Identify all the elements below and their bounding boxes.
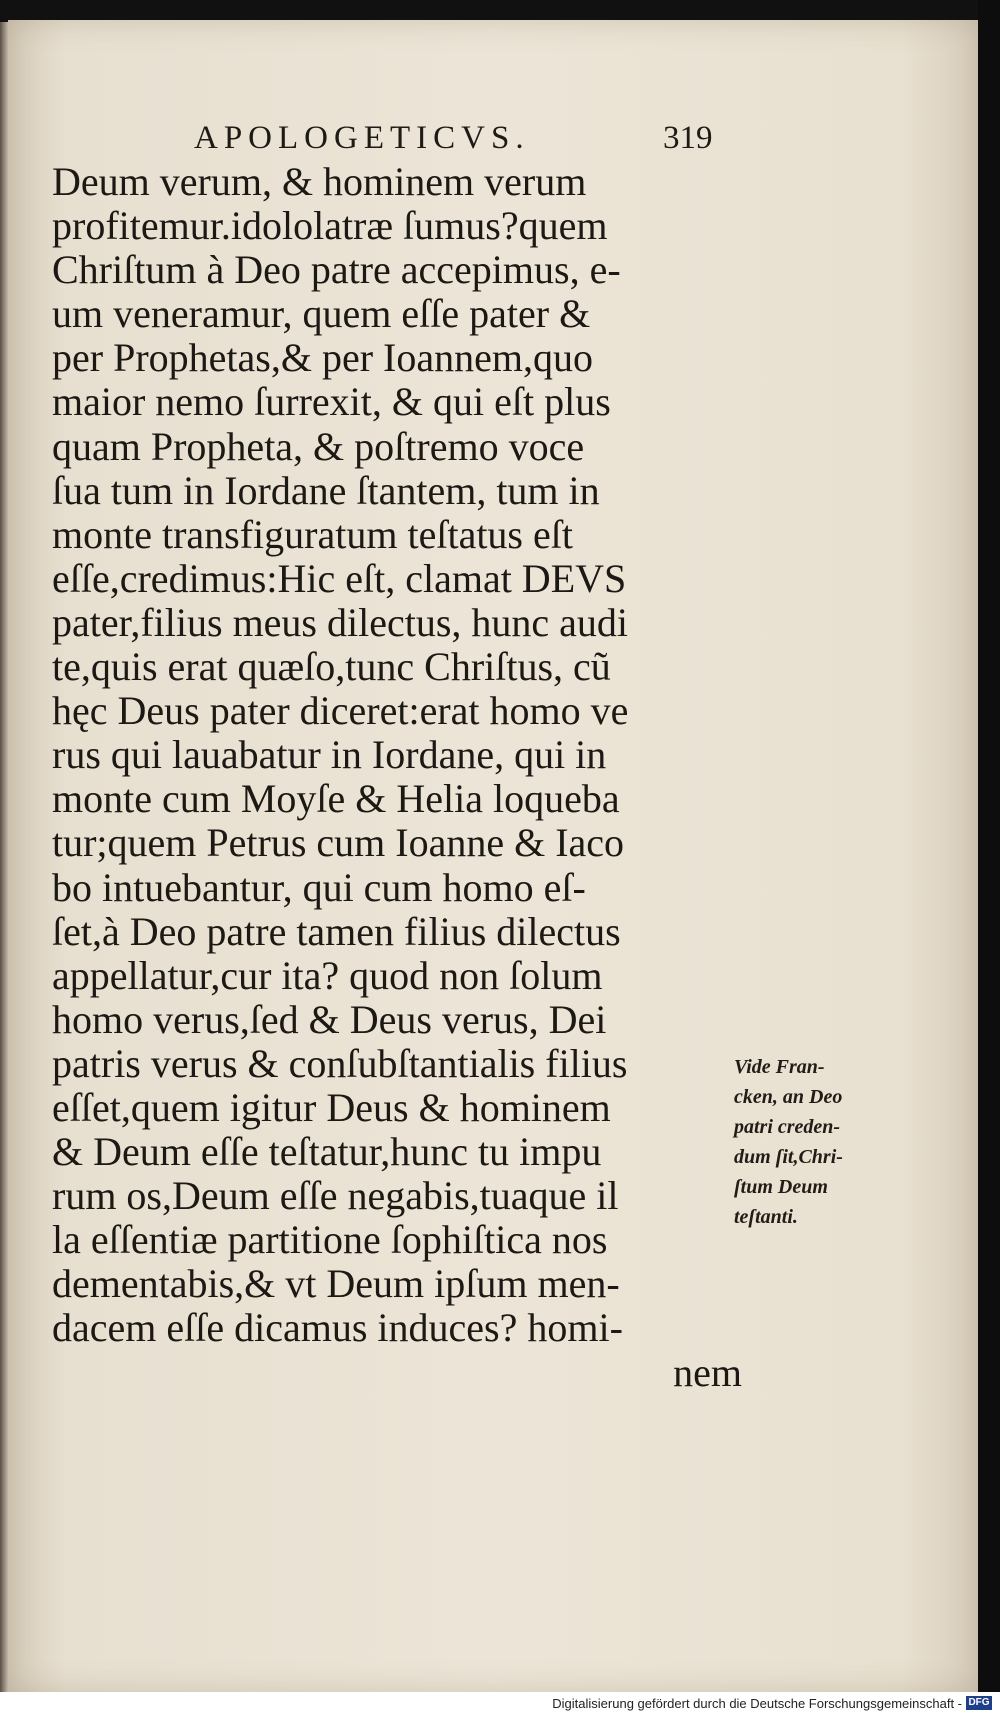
marginal-note-line: cken, an Deo bbox=[734, 1086, 843, 1108]
text-line: um veneramur, quem eſſe pater & bbox=[52, 291, 591, 337]
text-line: rus qui lauabatur in Iordane, qui in bbox=[52, 732, 607, 778]
footer-bar bbox=[0, 1692, 1000, 1715]
text-line: homo verus,ſed & Deus verus, Dei bbox=[52, 996, 607, 1042]
marginal-note-line: ſtum Deum bbox=[734, 1176, 828, 1198]
body-text bbox=[52, 160, 742, 1395]
text-line: monte cum Moyſe & Helia loqueba bbox=[52, 776, 620, 822]
page-number: 319 bbox=[663, 120, 713, 156]
text-line: maior nemo ſurrexit, & qui eſt plus bbox=[52, 379, 611, 425]
funding-credit: Digitalisierung gefördert durch die Deutsche Forschungsgemeinschaft - bbox=[552, 1696, 962, 1711]
text-line: te,quis erat quæſo,tunc Chriſtus, cũ bbox=[52, 644, 611, 690]
text-line: eſſe,credimus:Hic eſt, clamat DEVS bbox=[52, 555, 627, 601]
marginal-note-line: patri creden- bbox=[734, 1116, 841, 1138]
text-line: Chriſtum à Deo patre accepimus, e- bbox=[52, 247, 621, 293]
catchword: nem bbox=[673, 1349, 742, 1395]
book-page bbox=[8, 20, 978, 1692]
running-title: APOLOGETICVS. bbox=[194, 120, 530, 156]
text-line: tur;quem Petrus cum Ioanne & Iaco bbox=[52, 820, 625, 866]
text-line: patris verus & conſubſtantialis filius bbox=[52, 1040, 628, 1086]
page-header bbox=[8, 120, 978, 160]
text-line: Deum verum, & hominem verum bbox=[52, 159, 587, 204]
text-line: per Prophetas,& per Ioannem,quo bbox=[52, 335, 593, 381]
marginal-note-line: teſtanti. bbox=[734, 1206, 798, 1228]
scanner-right-border bbox=[978, 0, 1000, 1692]
text-line: appellatur,cur ita? quod non ſolum bbox=[52, 952, 603, 998]
text-line: & Deum eſſe teſtatur,hunc tu impu bbox=[52, 1129, 602, 1175]
text-line: monte transfiguratum teſtatus eſt bbox=[52, 511, 573, 557]
text-line: rum os,Deum eſſe negabis,tuaque il bbox=[52, 1173, 619, 1219]
text-line: dacem eſſe dicamus induces? homi- bbox=[52, 1305, 623, 1351]
text-line: pater,filius meus dilectus, hunc audi bbox=[52, 599, 629, 645]
marginal-note-line: Vide Fran- bbox=[734, 1056, 825, 1078]
text-line: ſua tum in Iordane ſtantem, tum in bbox=[52, 467, 600, 513]
text-line: profitemur.idololatræ ſumus?quem bbox=[52, 203, 608, 249]
scanner-top-border bbox=[0, 0, 1000, 22]
dfg-logo: DFG bbox=[966, 1696, 992, 1710]
text-line: la eſſentiæ partitione ſophiſtica nos bbox=[52, 1217, 608, 1263]
text-line: quam Propheta, & poſtremo voce bbox=[52, 423, 585, 469]
text-line: bo intuebantur, qui cum homo eſ- bbox=[52, 864, 586, 910]
text-line: eſſet,quem igitur Deus & hominem bbox=[52, 1084, 611, 1130]
marginal-note-line: dum ſit,Chri- bbox=[734, 1146, 843, 1168]
text-line: hęc Deus pater diceret:erat homo ve bbox=[52, 688, 629, 734]
text-line: ſet,à Deo patre tamen filius dilectus bbox=[52, 908, 621, 954]
text-line: dementabis,& vt Deum ipſum men- bbox=[52, 1261, 620, 1307]
marginal-note bbox=[734, 1052, 894, 1232]
